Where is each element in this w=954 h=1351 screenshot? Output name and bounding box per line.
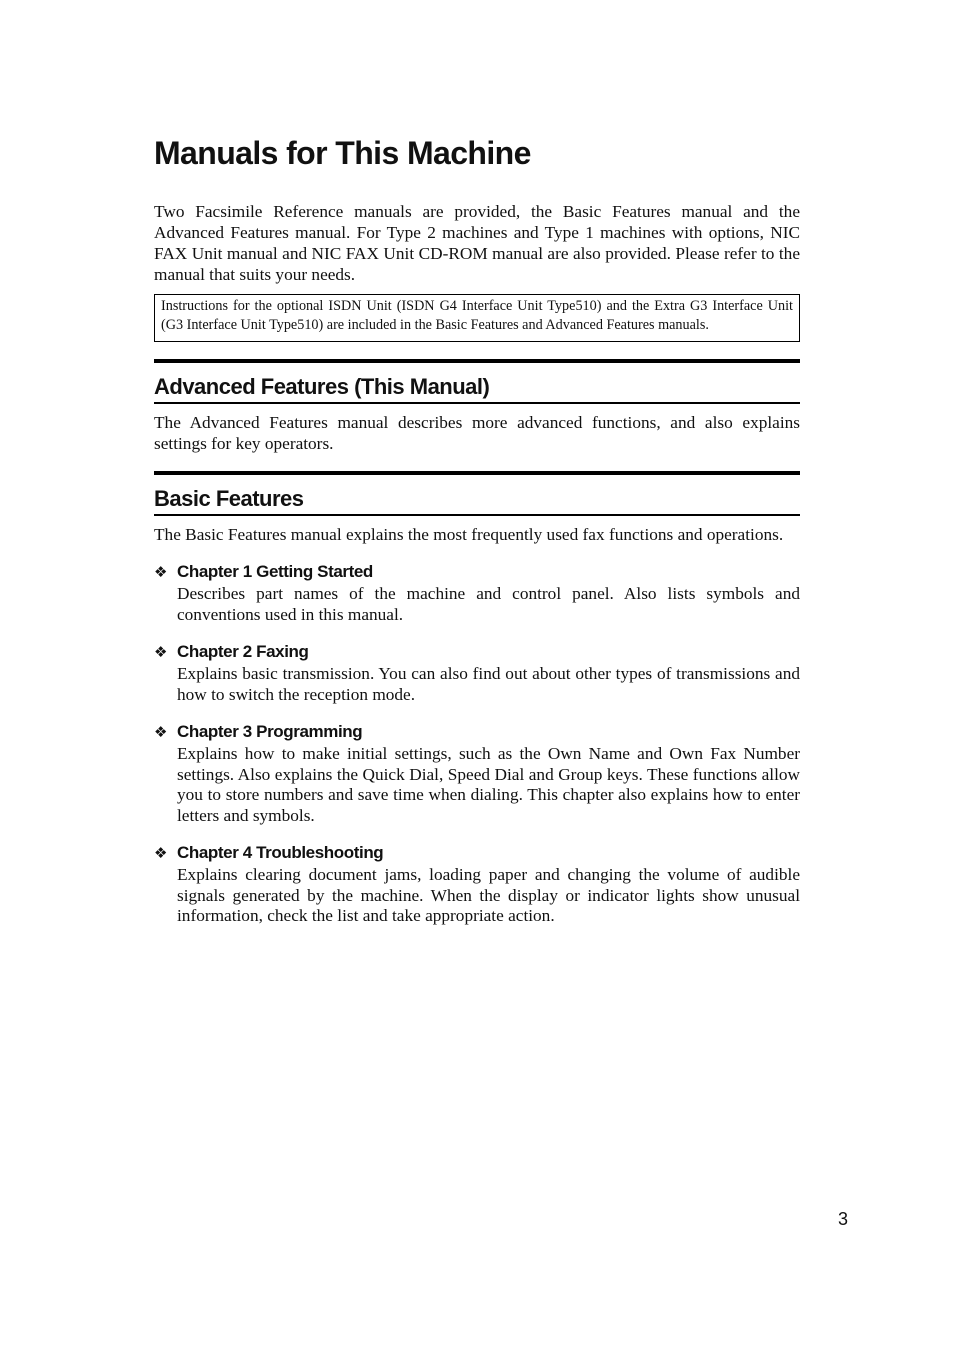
page-content — [154, 201, 800, 942]
diamond-bullet-icon: ❖ — [154, 563, 168, 581]
chapter-item — [154, 640, 800, 705]
chapter-description: Explains clearing document jams, loading paper and changing the volume of audible signals generated by the machine. When the display or indicator lights show unusual information, check the list and take appropriate action. — [177, 865, 800, 925]
advanced-features-paragraph: The Advanced Features manual describes more advanced functions, and also explains settings for key operators. — [154, 413, 800, 453]
chapter-heading — [154, 560, 800, 584]
chapter-description: Describes part names of the machine and control panel. Also lists symbols and conventions used in this manual. — [177, 584, 800, 624]
chapter-title: Chapter 2 Faxing — [177, 642, 309, 661]
basic-features-paragraph: The Basic Features manual explains the most frequently used fax functions and operations. — [154, 525, 784, 544]
chapter-title: Chapter 1 Getting Started — [177, 562, 373, 581]
advanced-features-section — [154, 359, 800, 454]
chapter-item — [154, 841, 800, 927]
chapter-item — [154, 560, 800, 625]
chapter-title: Chapter 4 Troubleshooting — [177, 843, 384, 862]
page-title: Manuals for This Machine — [154, 135, 531, 171]
chapter-list — [154, 560, 800, 927]
chapter-heading — [154, 720, 800, 744]
diamond-bullet-icon: ❖ — [154, 723, 168, 741]
basic-features-heading: Basic Features — [154, 486, 304, 511]
notice-box: Instructions for the optional ISDN Unit (ISDN G4 Interface Unit Type510) and the Extra G3 Interface Unit (G3 Interface Unit Type510) are included in the Basic Features and Advanced Features manuals. — [154, 294, 800, 342]
chapter-description: Explains basic transmission. You can also find out about other types of transmissions and how to switch the reception mode. — [177, 664, 800, 704]
diamond-bullet-icon: ❖ — [154, 643, 168, 661]
chapter-title: Chapter 3 Programming — [177, 722, 363, 741]
chapter-description: Explains how to make initial settings, such as the Own Name and Own Fax Number settings. Also explains the Quick Dial, Speed Dial and Group keys. These functions allow you to store numbers and save time when dialing. This chapter also explains how to enter letters and symbols. — [177, 744, 800, 825]
basic-features-section — [154, 471, 800, 927]
chapter-heading — [154, 640, 800, 664]
intro-paragraph: Two Facsimile Reference manuals are provided, the Basic Features manual and the Advanced Features manual. For Type 2 machines and Type 1 machines with options, NIC FAX Unit manual and NIC FAX Unit CD-ROM manual are also provided. Please refer to the manual that suits your needs. — [154, 202, 800, 284]
page-number: 3 — [837, 1209, 848, 1229]
diamond-bullet-icon: ❖ — [154, 844, 168, 862]
section-rule-bottom — [154, 514, 800, 516]
chapter-heading — [154, 841, 800, 865]
section-rule-bottom — [154, 402, 800, 404]
advanced-features-heading: Advanced Features (This Manual) — [154, 374, 490, 399]
chapter-item — [154, 720, 800, 826]
